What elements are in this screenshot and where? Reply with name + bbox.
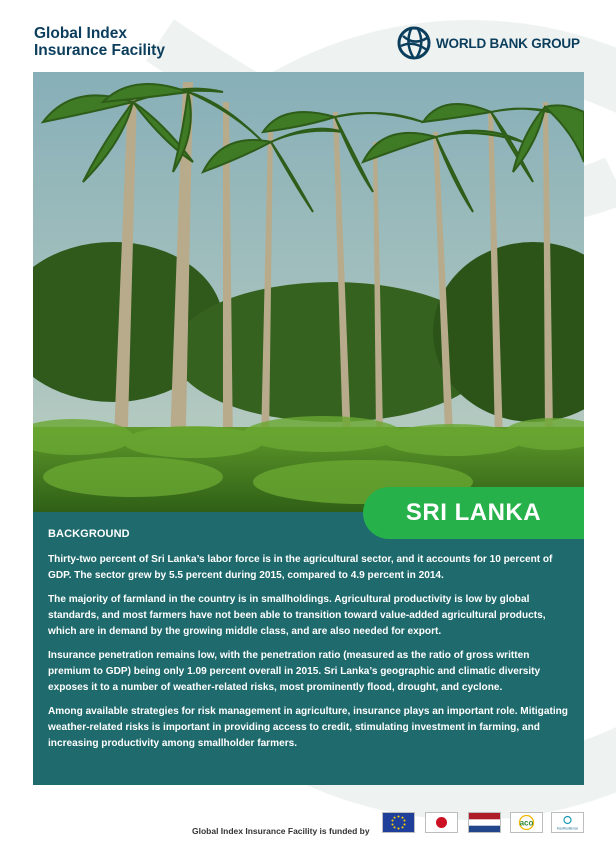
country-badge: SRI LANKA [363, 487, 584, 539]
aco-logo-text: aco [519, 818, 534, 828]
insuresilience-logo-text: InsuResilience [556, 826, 579, 831]
eu-flag-icon [382, 812, 415, 833]
world-bank-group-logo [397, 26, 580, 60]
background-paragraph-2: The majority of farmland in the country is in smallholdings. Agricultural productivity is low by global standards, and most farmers have not been able to transition toward value-added agricultural products, which are in demand by the growing middle class, and are also needed for export. [48, 594, 546, 637]
palm-plantation-photo [33, 72, 584, 512]
world-bank-group-text: WORLD BANK GROUP [436, 35, 580, 51]
background-paragraph-3: Insurance penetration remains low, with the penetration ratio (measured as the ratio of gross written premium to GDP) being only 1.09 percent overall in 2015. Sri Lanka’s geographic and climatic diversity exposes it to a number of weather-related risks, most prominently flood, drought, and cyclone. [48, 650, 541, 693]
background-paragraph-1: Thirty-two percent of Sri Lanka’s labor force is in the agricultural sector, and it accounts for 10 percent of GDP. The sector grew by 5.5 percent during 2015, compared to 4.9 percent in 2014. [48, 554, 553, 581]
page-title-line-2: Insurance Facility [34, 42, 165, 59]
footer [0, 812, 616, 838]
globe-icon [397, 26, 431, 60]
aco-logo-icon [510, 812, 543, 833]
japan-flag-icon [425, 812, 458, 833]
netherlands-flag-icon [468, 812, 501, 833]
page-title [34, 25, 165, 59]
background-paragraph-4: Among available strategies for risk management in agriculture, insurance plays an important role. Mitigating weather-related risks is important in providing access to credit, stimulating investment in farming, and increasing productivity among smallholder farmers. [48, 706, 568, 749]
insuresilience-logo-icon [551, 812, 584, 833]
page-title-line-1: Global Index [34, 25, 128, 42]
background-panel [33, 512, 584, 785]
background-heading: BACKGROUND [48, 528, 130, 540]
funded-by-text: Global Index Insurance Facility is funded by [192, 826, 370, 836]
